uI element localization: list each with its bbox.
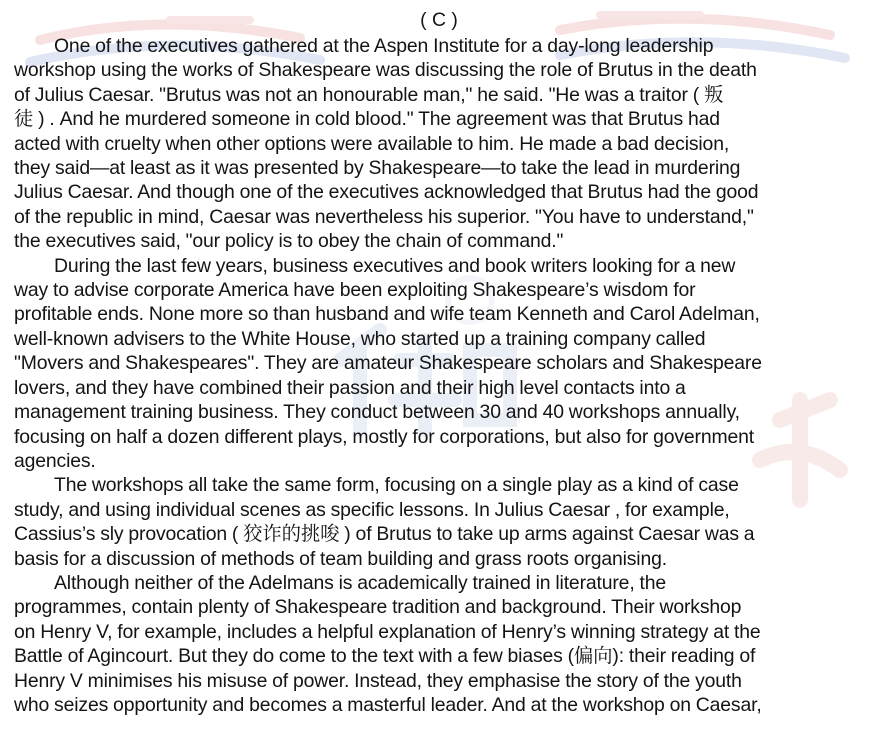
text-line: "Movers and Shakespeares". They are amateur Shakespeare scholars and Shakespeare	[14, 352, 762, 375]
text-line: programmes, contain plenty of Shakespeare tradition and background. Their workshop	[14, 596, 742, 619]
text-line: the executives said, "our policy is to obey the chain of command."	[14, 230, 564, 253]
text-line: well-known advisers to the White House, who started up a training company called	[14, 327, 706, 350]
paragraph-4	[14, 571, 864, 717]
text-line: The workshops all take the same form, focusing on a single play as a kind of case	[54, 474, 739, 497]
text-line: of Julius Caesar. "Brutus was not an honourable man," he said. "He was a traitor ( 叛	[14, 83, 724, 106]
text-line: profitable ends. None more so than husband and wife team Kenneth and Carol Adelman,	[14, 303, 760, 326]
text-line: lovers, and they have combined their passion and their high level contacts into a	[14, 376, 686, 399]
text-line: basis for a discussion of methods of team building and grass roots organising.	[14, 547, 667, 570]
paragraph-3	[14, 473, 864, 571]
text-line: One of the executives gathered at the Aspen Institute for a day-long leadership	[54, 35, 714, 57]
text-line: acted with cruelty when other options were available to him. He made a bad decision,	[14, 132, 730, 155]
paragraph-2	[14, 254, 864, 474]
text-line: 徒 ) . And he murdered someone in cold blood." The agreement was that Brutus had	[14, 108, 720, 131]
text-line: agencies.	[14, 449, 96, 472]
document-body	[14, 8, 864, 717]
text-line: Although neither of the Adelmans is academically trained in literature, the	[54, 571, 666, 594]
text-line: During the last few years, business executives and book writers looking for a new	[54, 254, 736, 277]
text-line: they said—at least as it was presented by Shakespeare—to take the lead in murdering	[14, 157, 741, 180]
text-line: management training business. They conduct between 30 and 40 workshops annually,	[14, 401, 740, 424]
text-line: study, and using individual scenes as specific lessons. In Julius Caesar , for example,	[14, 498, 730, 521]
text-line: Julius Caesar. And though one of the executives acknowledged that Brutus had the good	[14, 181, 759, 204]
text-line: who seizes opportunity and becomes a masterful leader. And at the workshop on Caesar,	[14, 693, 762, 716]
text-line: focusing on half a dozen different plays, mostly for corporations, but also for government	[14, 425, 754, 448]
text-line: workshop using the works of Shakespeare was discussing the role of Brutus in the death	[14, 59, 757, 82]
paragraph-1	[14, 34, 864, 254]
text-line: on Henry V, for example, includes a helpful explanation of Henry’s winning strategy at the	[14, 620, 761, 643]
text-line: of the republic in mind, Caesar was nevertheless his superior. "You have to understand,"	[14, 205, 754, 228]
text-line: Cassius’s sly provocation ( 狡诈的挑唆 ) of Brutus to take up arms against Caesar was a	[14, 523, 755, 546]
text-line: way to advise corporate America have been exploiting Shakespeare’s wisdom for	[14, 279, 696, 302]
section-label: ( C )	[420, 9, 458, 31]
text-line: Battle of Agincourt. But they do come to the text with a few biases (偏向): their reading of	[14, 645, 756, 668]
text-line: Henry V minimises his misuse of power. Instead, they emphasise the story of the youth	[14, 669, 742, 692]
